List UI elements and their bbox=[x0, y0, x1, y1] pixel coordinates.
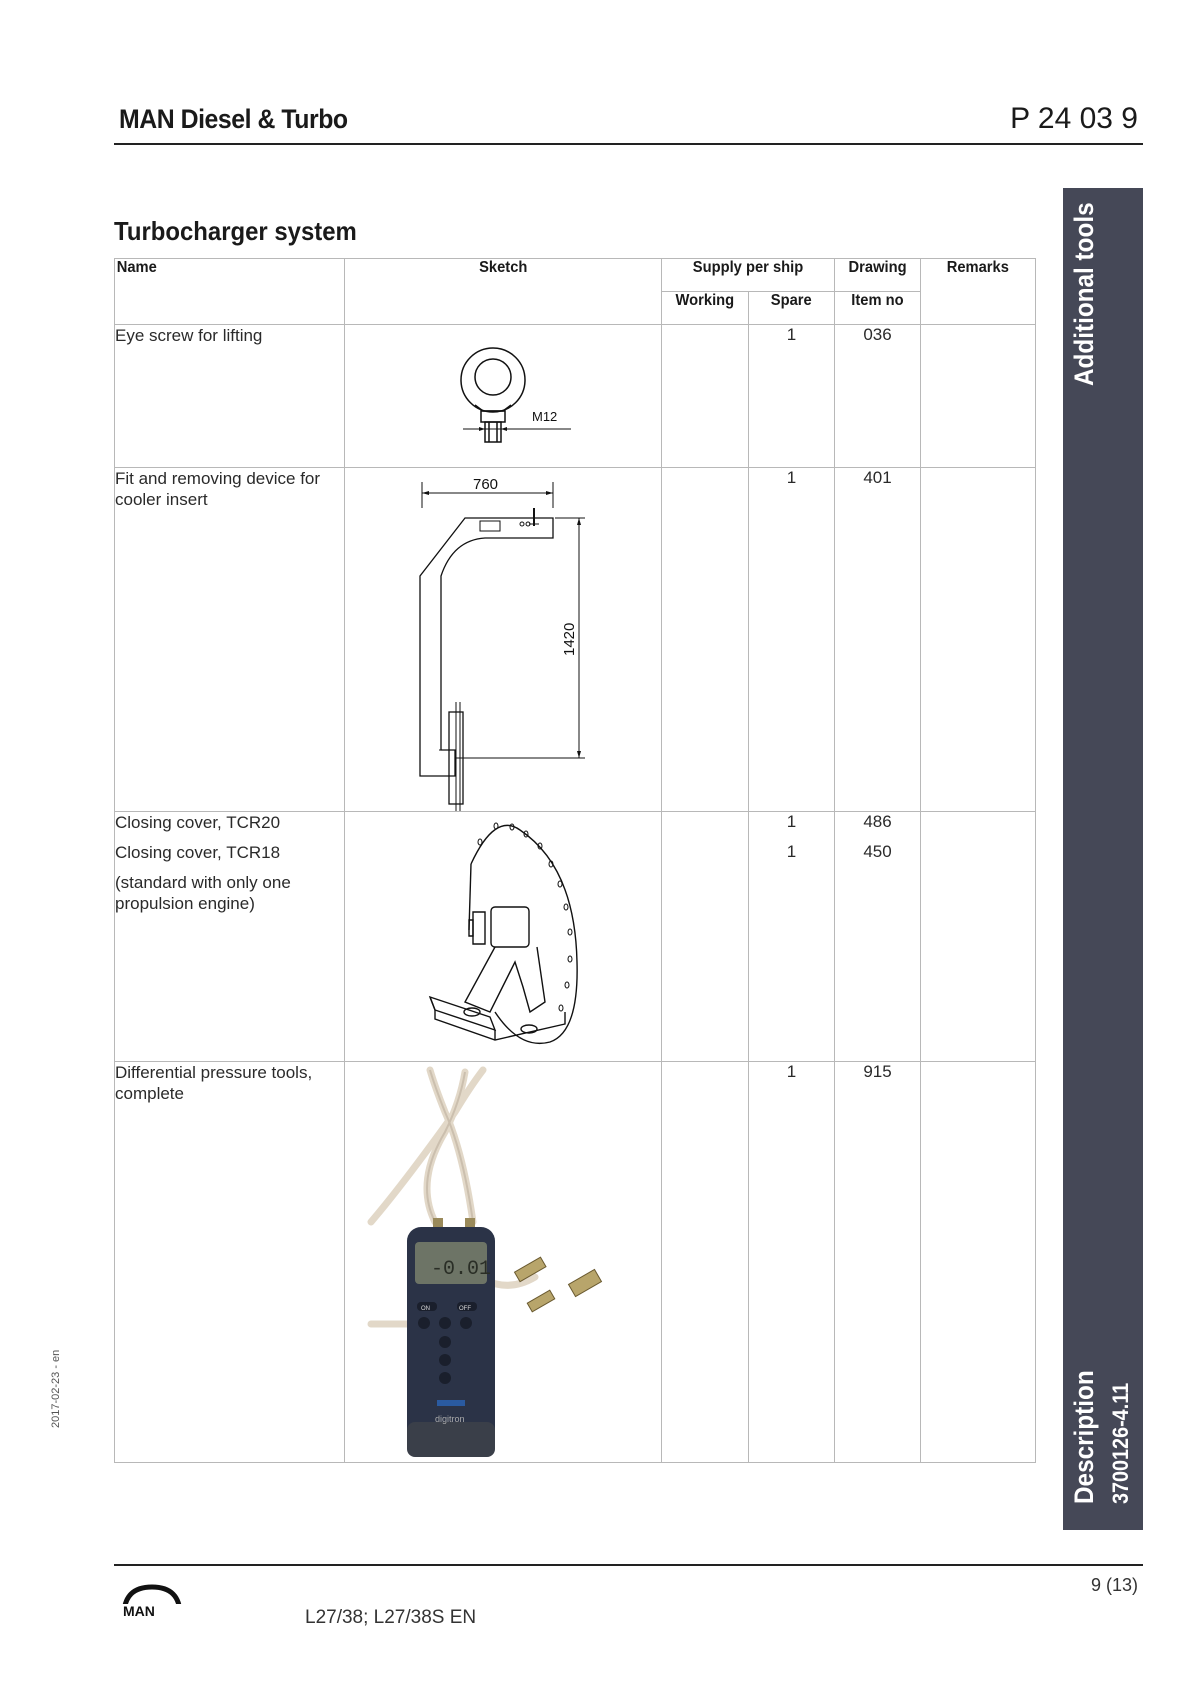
item-no-cell bbox=[835, 1062, 921, 1463]
working-cell bbox=[662, 1062, 749, 1463]
col-header-remarks: Remarks bbox=[921, 259, 1036, 325]
col-header-supply: Supply per ship bbox=[662, 259, 835, 292]
header-divider bbox=[114, 143, 1143, 145]
col-header-working: Working bbox=[662, 292, 749, 325]
spare-cell bbox=[749, 325, 835, 468]
item-no-cell bbox=[835, 468, 921, 812]
man-logo-icon bbox=[119, 1582, 185, 1620]
height-dimension-label: 1420 bbox=[561, 622, 578, 656]
section-title: Turbocharger system bbox=[114, 216, 357, 246]
item-name-cell bbox=[115, 812, 345, 1062]
width-dimension-label: 760 bbox=[473, 476, 499, 493]
sketch-cell bbox=[345, 1062, 662, 1463]
date-stamp: 2017-02-23 - en bbox=[50, 1349, 62, 1428]
spare-cell bbox=[749, 1062, 835, 1463]
man-logo bbox=[119, 1582, 185, 1625]
logo-text: MAN bbox=[123, 1603, 155, 1619]
sketch-cell bbox=[345, 468, 662, 812]
col-header-name: Name bbox=[115, 259, 345, 325]
header-row bbox=[115, 259, 1036, 292]
item-name-cell bbox=[115, 468, 345, 812]
table-row bbox=[115, 812, 1036, 1062]
item-no-value: 486 bbox=[863, 812, 892, 831]
item-name: Closing cover, TCR18 bbox=[115, 843, 281, 862]
spare-value: 1 bbox=[786, 325, 797, 344]
sidebar-section-label: Additional tools bbox=[1069, 202, 1099, 386]
on-button-label: ON bbox=[421, 1306, 430, 1312]
working-cell bbox=[662, 812, 749, 1062]
item-no-value: 450 bbox=[863, 842, 892, 861]
remarks-cell bbox=[921, 325, 1036, 468]
tools-table bbox=[114, 258, 1036, 1463]
device-brand: digitron bbox=[435, 1414, 465, 1424]
document-code: P 24 03 9 bbox=[1010, 102, 1138, 135]
spare-value: 1 bbox=[786, 842, 797, 861]
spare-value: 1 bbox=[786, 1062, 797, 1081]
remarks-cell bbox=[921, 468, 1036, 812]
col-header-item-no: Item no bbox=[835, 292, 921, 325]
spare-value: 1 bbox=[786, 812, 797, 831]
sidebar-doc-type: Description bbox=[1069, 1370, 1099, 1504]
item-no-value: 036 bbox=[863, 325, 892, 344]
item-name: Differential pressure tools, complete bbox=[115, 1063, 313, 1103]
sidebar-doc-number: 3700126-4.11 bbox=[1108, 1382, 1133, 1504]
pressure-tool-photo bbox=[345, 1062, 662, 1462]
sidebar-tab bbox=[1063, 188, 1143, 1530]
item-name: Eye screw for lifting bbox=[115, 326, 263, 345]
page-number: 9 (13) bbox=[1090, 1575, 1138, 1595]
closing-cover-sketch bbox=[345, 812, 662, 1061]
remarks-cell bbox=[921, 812, 1036, 1062]
item-name: Closing cover, TCR20 bbox=[115, 813, 281, 832]
spare-cell bbox=[749, 468, 835, 812]
item-name: Fit and removing device for cooler insert bbox=[115, 469, 321, 509]
cooler-device-sketch bbox=[345, 468, 662, 811]
footer-divider bbox=[114, 1564, 1143, 1566]
item-no-value: 401 bbox=[863, 468, 892, 487]
company-name: MAN Diesel & Turbo bbox=[119, 104, 348, 134]
eye-screw-sketch bbox=[345, 325, 662, 467]
item-note: (standard with only one propulsion engine) bbox=[115, 873, 291, 913]
col-header-sketch: Sketch bbox=[345, 259, 662, 325]
remarks-cell bbox=[921, 1062, 1036, 1463]
off-button-label: OFF bbox=[459, 1306, 471, 1312]
table-row bbox=[115, 325, 1036, 468]
sketch-cell bbox=[345, 325, 662, 468]
footer-doc-code: L27/38; L27/38S EN bbox=[305, 1607, 477, 1628]
item-no-cell bbox=[835, 325, 921, 468]
working-cell bbox=[662, 468, 749, 812]
item-name-cell bbox=[115, 325, 345, 468]
display-readout: -0.01 bbox=[431, 1258, 492, 1281]
sketch-cell bbox=[345, 812, 662, 1062]
spare-value: 1 bbox=[786, 468, 797, 487]
spare-cell bbox=[749, 812, 835, 1062]
working-cell bbox=[662, 325, 749, 468]
table-row bbox=[115, 1062, 1036, 1463]
item-no-cell bbox=[835, 812, 921, 1062]
thread-label: M12 bbox=[532, 409, 558, 424]
col-header-drawing: Drawing bbox=[835, 259, 921, 292]
table-row bbox=[115, 468, 1036, 812]
item-name-cell bbox=[115, 1062, 345, 1463]
col-header-spare: Spare bbox=[749, 292, 835, 325]
item-no-value: 915 bbox=[863, 1062, 892, 1081]
